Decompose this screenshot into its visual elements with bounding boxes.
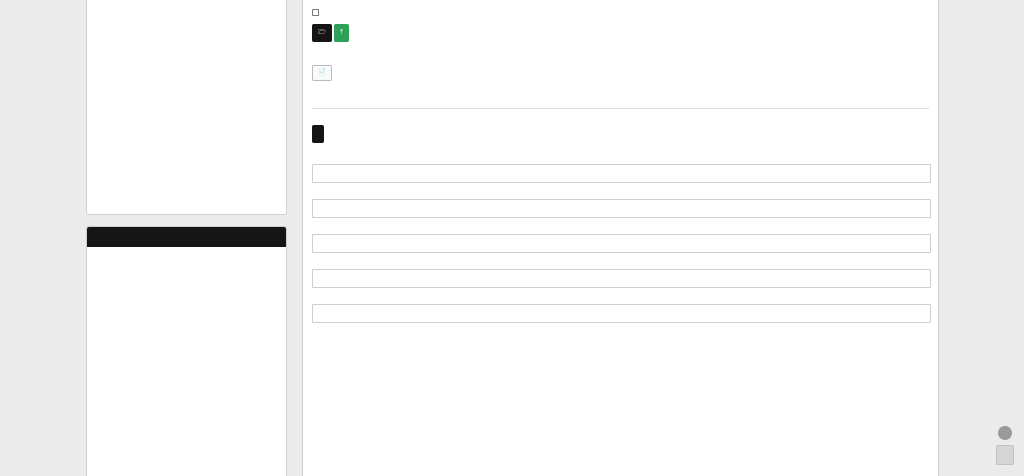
ftp-port-input[interactable] — [312, 269, 931, 288]
ftp-fetch-button[interactable] — [312, 125, 324, 143]
buying-menu — [86, 0, 287, 215]
upload-icon: ⤒ — [340, 29, 343, 36]
download-info — [312, 65, 929, 81]
file-icon: 📄 — [318, 69, 327, 76]
password-input[interactable] — [312, 234, 931, 253]
folder-icon: 🗁 — [318, 29, 327, 36]
selling-menu-header — [87, 227, 286, 247]
ftp-directory-input[interactable] — [312, 304, 931, 323]
upload-file-button[interactable] — [334, 24, 349, 42]
choose-file-button[interactable] — [312, 24, 332, 42]
ftp-server-input[interactable] — [312, 164, 931, 183]
keep-images-checkbox[interactable] — [312, 9, 319, 16]
username-input[interactable] — [312, 199, 931, 218]
sidebar — [86, 0, 287, 215]
download-button[interactable] — [312, 65, 332, 81]
scroll-to-top-button[interactable] — [996, 445, 1014, 465]
keep-images-option[interactable] — [312, 9, 929, 16]
selling-menu — [86, 226, 287, 476]
divider — [312, 108, 929, 109]
help-button[interactable] — [998, 426, 1012, 440]
main-content — [302, 0, 939, 476]
